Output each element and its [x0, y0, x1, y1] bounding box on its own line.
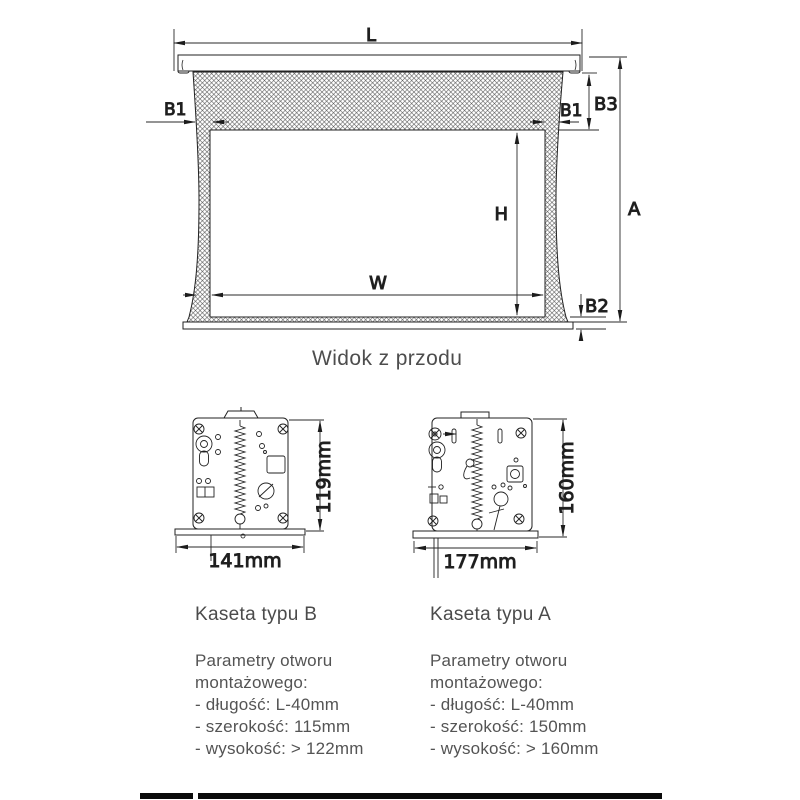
- bottom-flange: [183, 322, 573, 329]
- cassette-b-drawing: [175, 407, 335, 572]
- cassette-a-height-label: 160mm: [556, 441, 578, 515]
- dim-label-B3: B3: [594, 94, 618, 115]
- dim-label-H: H: [494, 204, 508, 225]
- top-cassette-bar: [178, 55, 580, 73]
- front-view-drawing: [146, 25, 641, 341]
- cassette-b-base-flange: [175, 529, 305, 535]
- cassette-b-height-label: 119mm: [313, 440, 335, 514]
- footer-bar-left: [140, 793, 193, 799]
- cassette-b-info: [195, 604, 373, 760]
- cassette-b-plate: [193, 418, 288, 529]
- cassette-b-spec-height: - wysokość: > 122mm: [195, 739, 364, 758]
- dim-label-A: A: [628, 199, 641, 220]
- cassette-b-top-bracket: [224, 407, 258, 418]
- cassette-a-top-bracket: [461, 412, 489, 418]
- cassette-a-base-flange: [413, 531, 538, 538]
- dim-label-L: L: [365, 25, 377, 46]
- dim-label-B1-left: B1: [164, 100, 187, 120]
- front-view-caption: Widok z przodu: [312, 347, 463, 370]
- cassette-b-spec-length: - długość: L-40mm: [195, 695, 340, 714]
- cassette-b-width-label: 141mm: [208, 550, 282, 572]
- cassette-a-params-heading: Parametry otworu montażowego:: [430, 651, 568, 692]
- cassette-a-info: [430, 604, 608, 760]
- cassette-a-title: Kaseta typu A: [430, 604, 552, 625]
- cassette-a-cable: [434, 538, 438, 578]
- cassette-a-spec-width: - szerokość: 150mm: [430, 717, 587, 736]
- cassette-a-drawing: [413, 412, 578, 578]
- cassette-b-spec-width: - szerokość: 115mm: [195, 717, 351, 736]
- cassette-b-title: Kaseta typu B: [195, 604, 318, 625]
- dim-label-W: W: [369, 273, 387, 294]
- dim-label-B1-right: B1: [560, 101, 583, 121]
- cassette-b-params-heading: Parametry otworu montażowego:: [195, 651, 333, 692]
- cassette-a-spec-height: - wysokość: > 160mm: [430, 739, 599, 758]
- footer-bar-right: [198, 793, 662, 799]
- cassette-a-width-label: 177mm: [443, 551, 517, 573]
- cassette-a-spec-length: - długość: L-40mm: [430, 695, 575, 714]
- dim-label-B2: B2: [585, 296, 609, 317]
